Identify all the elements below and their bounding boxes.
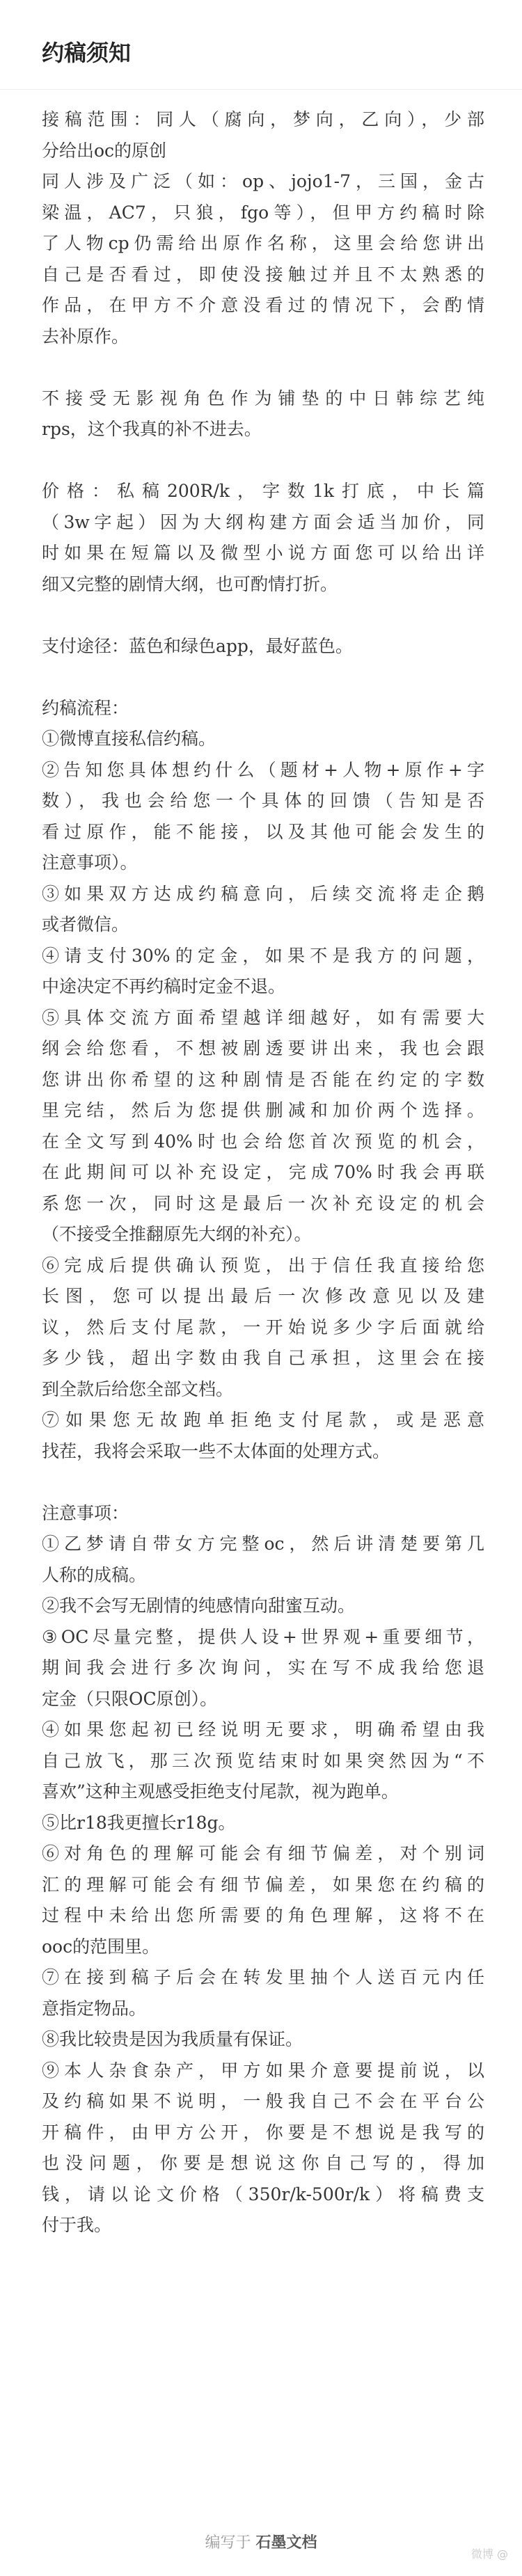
text-line: 人称的成稿。 (42, 1564, 147, 1585)
text-line: ⑥完成后提供确认预览，出于信任我直接给您 (42, 1255, 484, 1275)
text-line: 议，然后支付尾款，一开始说多少字后面就给 (42, 1317, 484, 1337)
text-line: 或者微信。 (42, 914, 129, 935)
text-line: （3w字起）因为大纲构建方面会适当加价，同 (42, 511, 484, 532)
footer-brand-link[interactable]: 石墨文档 (255, 2534, 317, 2552)
text-line: 支付途径：蓝色和绿色app，最好蓝色。 (42, 635, 353, 656)
text-line: 接稿范围：同人（腐向，梦向，乙向），少部 (42, 109, 484, 129)
text-line: 长图，您可以提出最后一次修改意见以及建 (42, 1286, 484, 1306)
footer (0, 2533, 522, 2554)
weibo-watermark: 微博 @ (470, 2547, 508, 2561)
text-line: 同人涉及广泛（如：op、jojo1-7，三国，金古 (42, 171, 484, 191)
text-line: 梁温，AC7，只狼，fgo等），但甲方约稿时除 (42, 202, 484, 223)
text-line: ⑨本人杂食杂产，甲方如果介意要提前说，以 (42, 2060, 484, 2081)
text-line: 细又完整的剧情大纲，也可酌情打折。 (42, 573, 338, 594)
footer-prefix: 编写于 (205, 2534, 251, 2552)
blank-line (42, 1467, 484, 1498)
title-divider (0, 89, 522, 90)
text-line: 在此期间可以补充设定，完成70%时我会再联 (42, 1162, 484, 1182)
text-line: ②我不会写无剧情的纯感情向甜蜜互动。 (42, 1596, 356, 1616)
blank-line (42, 445, 484, 477)
text-line: 过程中未给出您所需要的角色理解，这将不在 (42, 1905, 484, 1925)
text-line: ooc的范围里。 (42, 1936, 160, 1957)
text-line: 里完结，然后为您提供删减和加价两个选择。 (42, 1100, 484, 1120)
text-line: 定金（只限OC原创）。 (42, 1688, 218, 1709)
text-line: 也没问题，你要是想说这你自己写的，得加 (42, 2153, 484, 2173)
text-line: 了人物cp仍需给出原作名称，这里会给您讲出 (42, 233, 484, 253)
text-line: ⑦如果您无故跑单拒绝支付尾款，或是恶意 (42, 1410, 484, 1430)
text-line: 期间我会进行多次询问，实在写不成我给您退 (42, 1657, 484, 1678)
text-line: 数），我也会给您一个具体的回馈（告知是否 (42, 790, 484, 811)
text-line: 付于我。 (42, 2215, 112, 2235)
text-line: 您讲出你希望的这种剧情是否能在约定的字数 (42, 1069, 484, 1090)
text-line: ⑥对角色的理解可能会有细节偏差，对个别词 (42, 1843, 484, 1863)
text-line: 喜欢”这种主观感受拒绝支付尾款，视为跑单。 (42, 1781, 399, 1802)
document-body (42, 104, 484, 2241)
text-line: 开稿件，由甲方公开，你要是不想说是我写的 (42, 2122, 484, 2142)
text-line: ⑤比r18我更擅长r18g。 (42, 1812, 236, 1833)
text-line: 意指定物品。 (42, 1998, 147, 2019)
text-line: 约稿流程： (42, 697, 129, 718)
text-line: 及约稿如果不说明，一般我自己不会在平台公 (42, 2091, 484, 2111)
text-line: 汇的理解可能会有细节偏差，如果您在约稿的 (42, 1874, 484, 1895)
blank-line (42, 352, 484, 383)
text-line: ⑤具体交流方面希望越详细越好，如有需要大 (42, 1007, 484, 1028)
text-line: 多少钱，超出字数由我自己承担，这里会在接 (42, 1348, 484, 1368)
blank-line (42, 662, 484, 693)
text-line: （不接受全推翻原先大纲的补充）。 (42, 1224, 312, 1244)
text-line: ①微博直接私信约稿。 (42, 729, 216, 749)
text-line: 去补原作。 (42, 326, 129, 347)
text-line: 在全文写到40%时也会给您首次预览的机会， (42, 1131, 484, 1152)
text-line: 中途决定不再约稿时定金不退。 (42, 976, 286, 996)
text-line: 作品，在甲方不介意没看过的情况下，会酌情 (42, 295, 484, 315)
text-line: 看过原作，能不能接，以及其他可能会发生的 (42, 821, 484, 842)
text-line: ④请支付30%的定金，如果不是我方的问题， (42, 945, 484, 966)
text-line: 不接受无影视角色作为铺垫的中日韩综艺纯 (42, 388, 484, 408)
text-line: ①乙梦请自带女方完整oc，然后讲清楚要第几 (42, 1534, 484, 1554)
text-line: 注意事项）。 (42, 852, 138, 873)
text-line: 注意事项： (42, 1502, 129, 1523)
text-line: 自己是否看过，即使没接触过并且不太熟悉的 (42, 264, 484, 285)
text-line: 钱，请以论文价格（350r/k-500r/k）将稿费支 (42, 2184, 484, 2204)
text-line: ③OC尽量完整，提供人设+世界观+重要细节， (42, 1626, 484, 1647)
text-line: rps，这个我真的补不进去。 (42, 419, 262, 439)
text-line: 找茬，我将会采取一些不太体面的处理方式。 (42, 1440, 390, 1461)
page-title: 约稿须知 (42, 40, 132, 66)
text-line: ④如果您起初已经说明无要求，明确希望由我 (42, 1719, 484, 1740)
text-line: ⑧我比较贵是因为我质量有保证。 (42, 2029, 303, 2049)
text-line: 分给出oc的原创 (42, 140, 167, 161)
text-line: 价格：私稿200R/k，字数1k打底，中长篇 (42, 481, 484, 501)
text-line: ⑦在接到稿子后会在转发里抽个人送百元内任 (42, 1967, 484, 1987)
blank-line (42, 600, 484, 631)
text-line: 纲会给您看，不想被剧透要讲出来，我也会跟 (42, 1038, 484, 1058)
text-line: ②告知您具体想约什么（题材+人物+原作+字 (42, 759, 484, 780)
text-line: 自己放飞，那三次预览结束时如果突然因为“不 (42, 1750, 484, 1771)
text-line: ③如果双方达成约稿意向，后续交流将走企鹅 (42, 883, 484, 904)
text-line: 系您一次，同时这是最后一次补充设定的机会 (42, 1193, 484, 1214)
text-line: 到全款后给您全部文档。 (42, 1378, 234, 1399)
text-line: 时如果在短篇以及微型小说方面您可以给出详 (42, 543, 484, 563)
